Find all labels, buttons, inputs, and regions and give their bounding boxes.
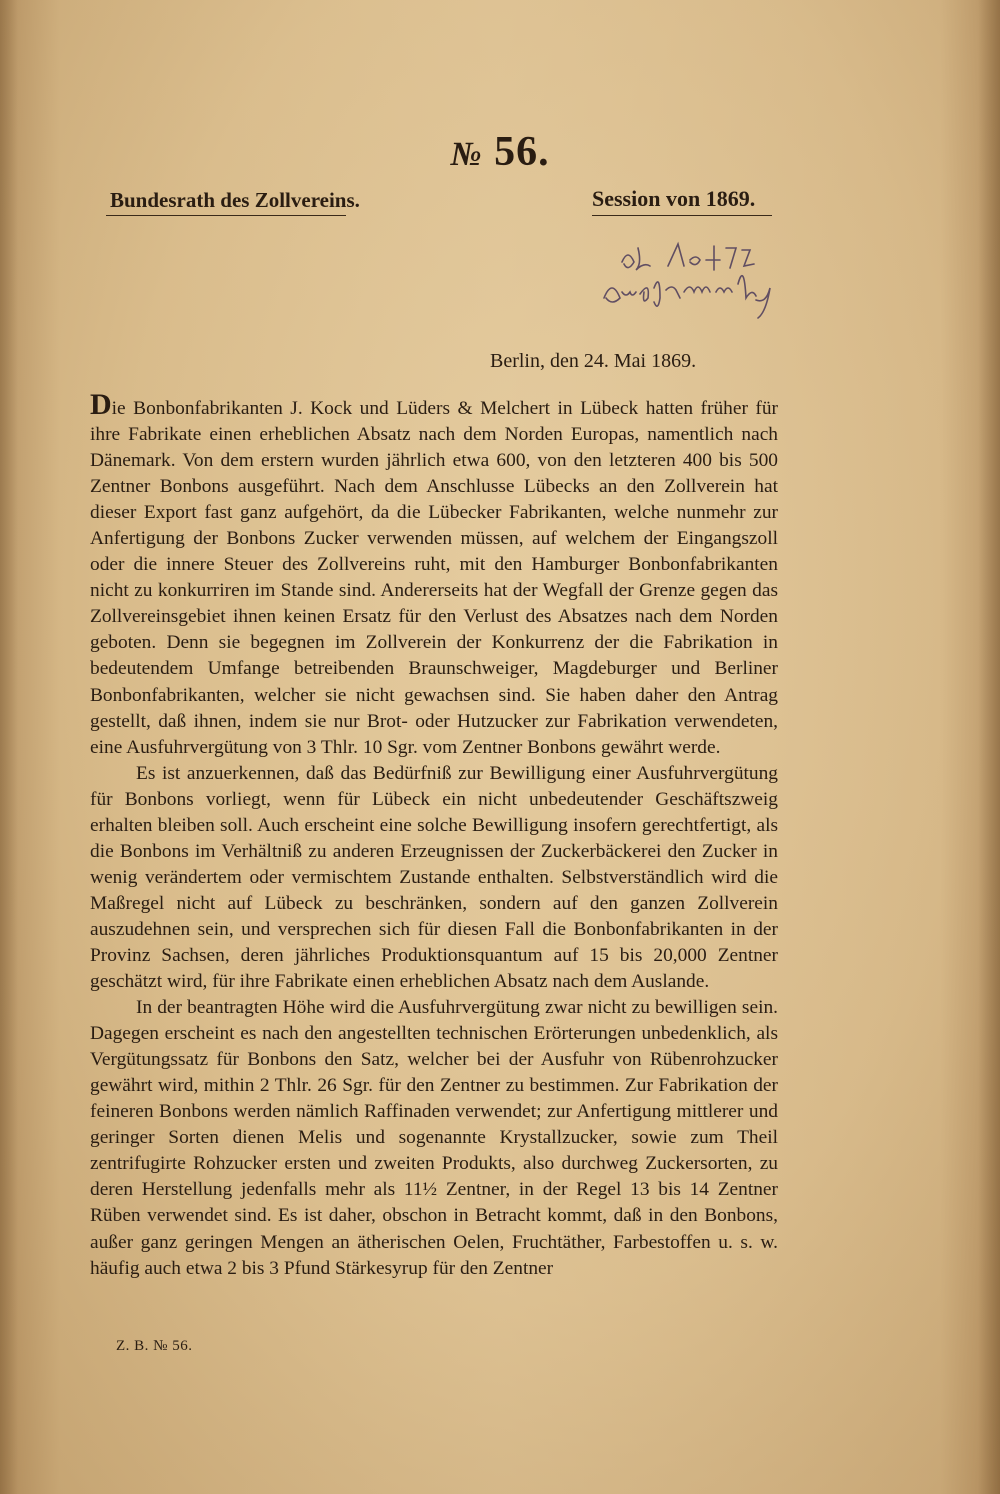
paragraph-2: Es ist anzuerkennen, daß das Bedürfniß zur Bewilligung einer Ausfuhrvergütung für Bonbons vorliegt, wenn für Lübeck ein nicht unbedeutender Geschäftszweig erhalten bleiben soll. Auch erscheint eine solche Bewilligung insofern gerechtfertigt, als die Bonbons im Verhältniß zu anderen Erzeugnissen der Zuckerbäckerei den Zucker in wenig verändertem oder vermischtem Zustande enthalten. Selbstverständlich wird die Maßregel nicht auf Lübeck zu beschränken, sondern auf den ganzen Zollverein auszudehnen sein, und versprechen sich für diesen Fall die Bonbonfabrikanten in der Provinz Sachsen, deren jährliches Produktionsquantum auf 15 bis 20,000 Zentner geschätzt wird, für ihre Fabrikate einen erheblichen Absatz nach dem Auslande. <box>90 762 778 993</box>
paragraph-3: In der beantragten Höhe wird die Ausfuhrvergütung zwar nicht zu bewilligen sein. Dagegen erscheint es nach den angestellten technischen Erörterungen unbedenklich, als Vergütungssatz für Bonbons den Satz, welcher bei der Ausfuhr von Rübenrohzucker gewährt wird, mithin 2 Thlr. 26 Sgr. für den Zentner zu bestimmen. Zur Fabrikation der feineren Bonbons werden nämlich Raffinaden verwendet; zur Anfertigung mittlerer und geringer Sorten dienen Melis und sogenannte Krystallzucker, sowie zum Theil zentrifugirte Rohzucker ersten und zweiten Produkts, also durchweg Zuckersorten, zu deren Herstellung jedenfalls mehr als 11½ Zentner, in der Regel 13 bis 14 Zentner Rüben verwendet sind. Es ist daher, obschon in Betracht kommt, daß in den Bonbons, außer ganz geringen Mengen an ätherischen Oelen, Fruchtäther, Farbestoffen u. s. w. häufig auch etwa 2 bis 3 Pfund Stärkesyrup für den Zentner <box>90 997 778 1279</box>
number-symbol: № <box>450 136 483 173</box>
page-edge-shadow-right <box>978 0 1000 1494</box>
document-number <box>0 128 1000 176</box>
number-value: 56. <box>494 129 550 175</box>
handwritten-annotation <box>592 232 792 332</box>
date-line: Berlin, den 24. Mai 1869. <box>490 350 697 372</box>
footer-signature: Z. B. № 56. <box>116 1338 193 1354</box>
header-right-title: Session von 1869. <box>592 186 756 211</box>
header-left-rule <box>106 215 346 216</box>
header-left-title: Bundesrath des Zollvereins. <box>110 188 360 212</box>
handwriting-drawing <box>592 232 792 332</box>
paragraph-1: Die Bonbonfabrikanten J. Kock und Lüders & Melchert in Lübeck hatten früher für ihre Fabrikate einen erheblichen Absatz nach dem Norden Europas, namentlich nach Dänemark. Von dem erstern wurden jährlich etwa 600, von den letzteren 400 bis 500 Zentner Bonbons ausgeführt. Nach dem Anschlusse Lübecks an den Zollverein hat dieser Export fast ganz aufgehört, da die Lübecker Fabrikanten, welche nunmehr zur Anfertigung der Bonbons Zucker verwenden müssen, auf welchem der Eingangszoll oder die innere Steuer des Zollvereins ruht, mit den Hamburger Bonbonfabrikanten nicht zu konkurriren im Stande sind. Andererseits hat der Wegfall der Grenze gegen das Zollvereinsgebiet ihnen keinen Ersatz für den Verlust des Absatzes nach dem Norden geboten. Denn sie begegnen im Zollverein der Konkurrenz der die Fabrikation in bedeutendem Umfange betreibenden Braunschweiger, Magdeburger und Berliner Bonbonfabrikanten, welcher sie nicht gewachsen sind. Sie haben daher den Antrag gestellt, daß ihnen, indem sie nur Brot- oder Hutzucker zur Fabrikation verwendeten, eine Ausfuhrvergütung von 3 Thlr. 10 Sgr. vom Zentner Bonbons gewährt werde. <box>90 388 778 758</box>
body-text <box>90 388 778 1282</box>
page-edge-shadow-left <box>0 0 18 1494</box>
header-right-rule <box>592 215 772 216</box>
